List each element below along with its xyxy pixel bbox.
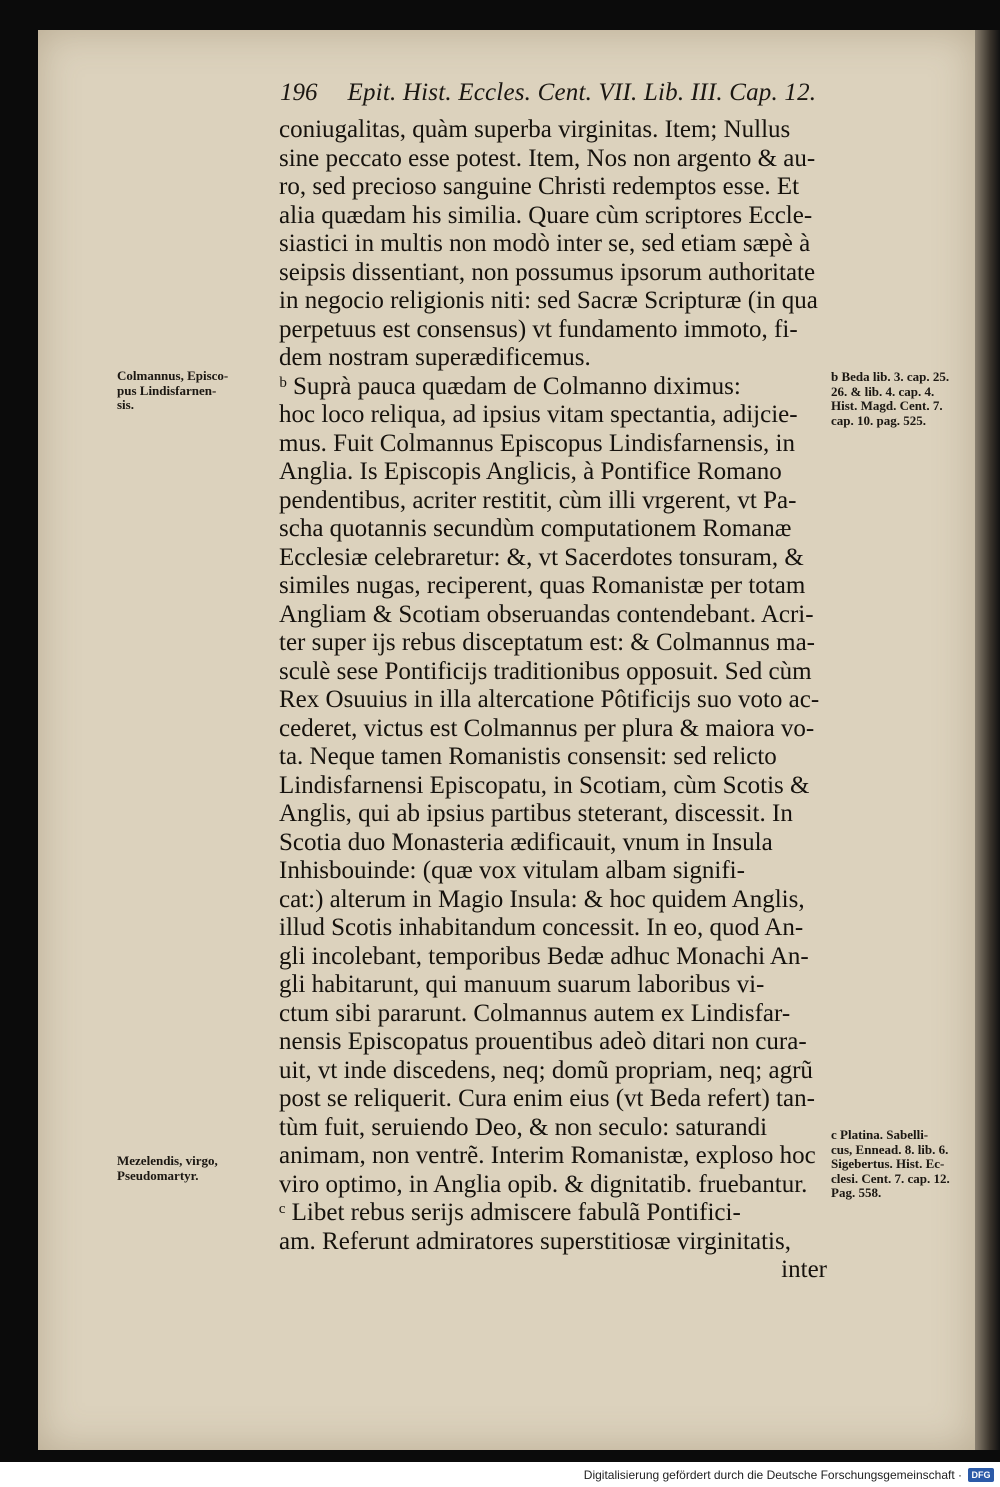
marginal-note-right-beda [831,370,981,428]
body-line: ter super ijs rebus disceptatum est: & Colmannus ma- [279,629,816,656]
body-line: Ecclesiæ celebraretur: &, vt Sacerdotes tonsuram, & [279,543,804,571]
body-line: ro, sed precioso sanguine Christi redemptos esse. Et [279,173,800,200]
body-line: illud Scotis inhabitandum concessit. In eo, quod An- [279,914,804,941]
note-line: Pag. 558. [831,1185,882,1200]
page-number: 196 [280,79,318,106]
body-line: Inhisbouinde: (quæ vox vitulam albam signifi- [279,857,745,884]
body-line: gli incolebant, temporibus Bedæ adhuc Monachi An- [279,942,809,970]
body-line: coniugalitas, quàm superba virginitas. Item; Nullus [279,116,791,143]
footer-credit: Digitalisierung gefördert durch die Deutsche Forschungsgemeinschaft · [583,1467,962,1482]
body-line: Anglia. Is Episcopis Anglicis, à Pontifice Romano [279,458,782,485]
note-line: sis. [117,397,134,412]
note-line: Mezelendis, virgo, [117,1153,218,1168]
body-line: uit, vt inde discedens, neq; domũ propriam, neq; agrũ [279,1056,813,1084]
note-line: cap. 10. pag. 525. [831,412,926,428]
body-line: Angliam & Scotiam obseruandas contendebant. Acri- [279,600,814,628]
note-line: Sigebertus. Hist. Ec- [831,1156,945,1171]
body-line: in negocio religionis niti: sed Sacræ Scripturæ (in qua [279,287,818,314]
note-line: Colmannus, Episco- [117,368,229,383]
body-line: am. Referunt admiratores superstitiosæ virginitatis, [279,1227,791,1255]
body-line: scha quotannis secundùm computationem Romanæ [279,515,792,542]
body-line: gli habitarunt, qui manuum suarum laboribus vi- [279,971,765,998]
note-line: pus Lindisfarnen- [117,382,217,398]
body-line: sculè sese Pontificijs traditionibus opposuit. Sed cùm [279,657,812,685]
page-header [280,79,820,119]
body-line: mus. Fuit Colmannus Episcopus Lindisfarnensis, in [279,429,795,457]
note-line: b Beda lib. 3. cap. 25. [831,369,950,384]
body-line: siastici in multis non modò inter se, sed etiam sæpè à [279,230,811,257]
body-line: inter [781,1256,827,1283]
marginal-note-right-platina [831,1128,981,1201]
body-line: Scotia duo Monasteria ædificauit, vnum in Insula [279,828,773,856]
body-line: cat:) alterum in Magio Insula: & hoc quidem Anglis, [279,885,805,913]
body-line: Anglis, qui ab ipsius partibus steterant, discessit. In [279,800,793,827]
body-line: Rex Osuuius in illa altercatione Pôtificijs suo voto ac- [279,686,820,713]
marginal-note-left-mezelendis [117,1154,267,1183]
body-line: ᵇ Suprà pauca quædam de Colmanno diximus: [279,372,741,400]
body-line: pendentibus, acriter restitit, cùm illi vrgerent, vt Pa- [279,486,797,514]
body-line: seipsis dissentiant, non possumus ipsorum authoritate [279,258,816,286]
body-line: tùm fuit, seruiendo Deo, & non seculo: saturandi [279,1113,768,1141]
body-text [279,116,827,1285]
body-line: nensis Episcopatus prouentibus adeò ditari non cura- [279,1028,807,1055]
body-line: hoc loco reliqua, ad ipsius vitam spectantia, adijcie- [279,401,798,428]
body-line: perpetuus est consensus) vt fundamento immoto, fi- [279,315,798,343]
body-line: post se reliquerit. Cura enim eius (vt Beda refert) tan- [279,1085,815,1112]
body-line: dem nostram superædificemus. [279,344,591,371]
digitization-footer [0,1462,1000,1487]
book-binding-edge [975,30,1000,1450]
note-line: clesi. Cent. 7. cap. 12. [831,1170,950,1186]
dfg-logo: DFG [968,1468,994,1482]
body-line: ctum sibi pararunt. Colmannus autem ex Lindisfar- [279,999,791,1027]
body-line: ᶜ Libet rebus serijs admiscere fabulã Pontifici- [279,1199,741,1226]
note-line: 26. & lib. 4. cap. 4. [831,383,935,399]
body-line: animam, non ventrẽ. Interim Romanistæ, exploso hoc [279,1142,816,1169]
note-line: Pseudomartyr. [117,1167,199,1183]
body-line: ta. Neque tamen Romanistis consensit: sed relicto [279,743,777,770]
running-head: Epit. Hist. Eccles. Cent. VII. Lib. III. Cap. 12. [347,79,817,106]
body-line: sine peccato esse potest. Item, Nos non argento & au- [279,144,816,172]
marginal-note-left-colmannus [117,369,267,413]
body-line: similes nugas, reciperent, quas Romanistæ per totam [279,572,806,599]
body-line: Lindisfarnensi Episcopatu, in Scotiam, cùm Scotis & [279,771,810,799]
note-line: Hist. Magd. Cent. 7. [831,398,943,413]
note-line: c Platina. Sabelli- [831,1127,929,1142]
body-line: alia quædam his similia. Quare cùm scriptores Eccle- [279,201,813,229]
note-line: cus, Ennead. 8. lib. 6. [831,1141,949,1157]
body-line: cederet, victus est Colmannus per plura & maiora vo- [279,714,815,742]
body-line: viro optimo, in Anglia opib. & dignitatib. fruebantur. [279,1170,808,1198]
